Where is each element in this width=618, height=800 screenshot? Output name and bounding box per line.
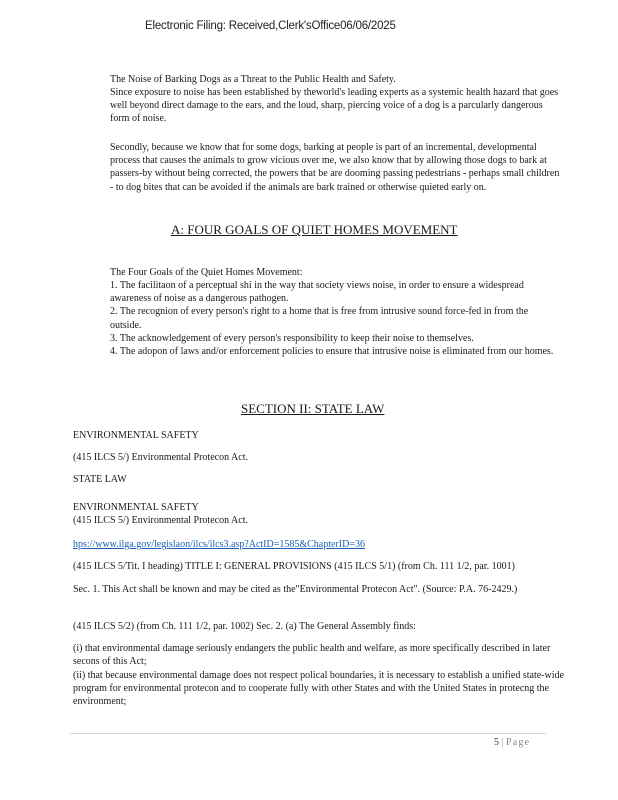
section-2-text: (415 ILCS 5/2) (from Ch. 111 1/2, par. 1002) Sec. 2. (a) The General Assembly finds: bbox=[73, 621, 416, 632]
finding-i: (i) that environmental damage seriously endangers the public health and welfare, as more specifically described in later secons of this Act; bbox=[73, 643, 551, 668]
goals-intro: The Four Goals of the Quiet Homes Movement: bbox=[110, 267, 303, 278]
intro-paragraph-2: Secondly, because we know that for some dogs, barking at people is part of an incremental, developmental process that causes the animals to grow vicious over me, we also know that by allowing those dogs to bark at passers-by without being corrected, the powers that be are dooming passing pedestrians - perhaps small children - to dog bites that can be avoided if the animals are bark trained or otherwise quieted early on. bbox=[110, 142, 560, 193]
finding-ii: (ii) that because environmental damage does not respect polical boundaries, it is necessary to establish a unified state-wide program for environmental protecon and to cooperate fully with other States and with the United States in protecng the environment; bbox=[73, 670, 564, 708]
page-label: Page bbox=[506, 737, 531, 748]
goal-item: 2. The recognion of every person's right to a home that is free from intrusive sound force-fed in from the outside. bbox=[110, 306, 529, 331]
section-a-heading: A: FOUR GOALS OF QUIET HOMES MOVEMENT bbox=[171, 222, 458, 237]
intro-title-line: The Noise of Barking Dogs as a Threat to the Public Health and Safety. bbox=[110, 74, 396, 85]
page-number-footer bbox=[494, 737, 530, 748]
statute-link-line bbox=[73, 538, 573, 551]
intro-paragraph-1: Since exposure to noise has been established by theworld's leading experts as a systemic health hazard that goes well beyond direct damage to the ears, and the loud, sharp, piercing voice of a dog is a parcularly dangerous form of noise. bbox=[110, 87, 559, 125]
goals-list bbox=[110, 279, 560, 358]
env-safety-label: ENVIRONMENTAL SAFETY bbox=[73, 502, 199, 513]
section-1-text: Sec. 1. This Act shall be known and may be cited as the"Environmental Protecon Act". (Source: P.A. 76-2429.) bbox=[73, 584, 518, 595]
page-number: 5 bbox=[494, 737, 499, 748]
statute-link[interactable]: hps://www.ilga.gov/legislaon/ilcs/ilcs3.asp?ActID=1585&ChapterID=36 bbox=[73, 539, 365, 550]
footer-divider bbox=[70, 733, 546, 734]
goal-item: 3. The acknowledgement of every person's responsibility to keep their noise to themselves. bbox=[110, 332, 474, 344]
state-law-label: STATE LAW bbox=[73, 474, 127, 485]
section-ii-heading: SECTION II: STATE LAW bbox=[241, 401, 385, 416]
env-safety-label: ENVIRONMENTAL SAFETY bbox=[73, 430, 199, 441]
act-citation: (415 ILCS 5/) Environmental Protecon Act. bbox=[73, 452, 248, 463]
filing-stamp: Electronic Filing: Received,Clerk'sOffice06/06/2025 bbox=[145, 20, 396, 32]
title-i-heading: (415 ILCS 5/Tit. I heading) TITLE I: GENERAL PROVISIONS (415 ILCS 5/1) (from Ch. 111 1/2, par. 1001) bbox=[73, 561, 515, 572]
act-citation: (415 ILCS 5/) Environmental Protecon Act. bbox=[73, 515, 248, 526]
page-separator: | bbox=[501, 737, 504, 748]
goal-item: 1. The facilitaon of a perceptual shi in the way that society views noise, in order to ensure a widespread awareness of noise as a dangerous pathogen. bbox=[110, 280, 524, 305]
goal-item: 4. The adopon of laws and/or enforcement policies to ensure that intrusive noise is eliminated from our homes. bbox=[110, 346, 554, 358]
